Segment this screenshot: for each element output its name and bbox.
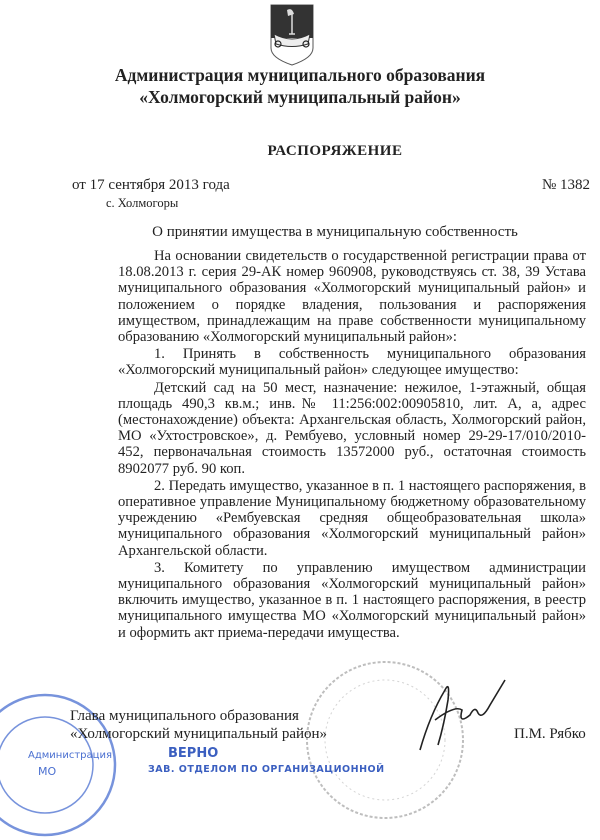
- svg-text:МО: МО: [38, 765, 57, 778]
- handwritten-signature: [400, 665, 510, 755]
- document-body: [118, 248, 586, 642]
- document-number: № 1382: [542, 177, 591, 193]
- coat-of-arms-icon: [270, 4, 314, 66]
- document-place: с. Холмогоры: [106, 196, 179, 210]
- org-name-line2: «Холмогорский муниципальный район»: [139, 87, 461, 107]
- verno-stamp: ВЕРНО: [168, 746, 219, 761]
- signer-position-line1: Глава муниципального образования: [70, 708, 299, 724]
- department-stamp: ЗАВ. ОТДЕЛОМ ПО ОРГАНИЗАЦИОННОЙ: [148, 764, 385, 775]
- paragraph: Детский сад на 50 мест, назначение: нежилое, 1-этажный, общая площадь 490,3 кв.м.; инв.№ 11:256:002:00905810, лит. А, а, адрес (местонахождение) объекта: Архангельская область, Холмогорский район, МО «Ухтостровское», д. Рембуево, условный номер 29-29-17/010/2010-452, первоначальная стоимость 13572000 руб., остаточная стоимость 8902077 руб. 90 коп.: [118, 379, 586, 477]
- document-subject: О принятии имущества в муниципальную собственность: [152, 224, 518, 240]
- signer-name: П.М. Рябко: [514, 726, 586, 742]
- paragraph: 2. Передать имущество, указанное в п. 1 настоящего распоряжения, в оперативное управление Муниципальному бюджетному образовательному учреждению «Рембуевская средняя общеобразовательная школа» муниципального образования «Холмогорский муниципальный район» Архангельской области.: [118, 477, 586, 559]
- svg-text:Администрация: Администрация: [28, 750, 112, 761]
- document-date: от 17 сентября 2013 года: [72, 177, 230, 193]
- paragraph: На основании свидетельств о государственной регистрации права от 18.08.2013 г. серия 29-АК номер 960908, руководствуясь ст. 38, 39 Устава муниципального образования «Холмогорский муниципальный район» и положением о порядке владения, пользования и распоряжения имуществом, принадлежащим на праве собственности муниципальному образованию «Холмогорский муниципальный район»:: [118, 248, 586, 346]
- org-name-line1: Администрация муниципального образования: [114, 65, 486, 85]
- signer-position-line2: «Холмогорский муниципальный район»: [70, 726, 328, 742]
- paragraph: 3. Комитету по управлению имуществом администрации муниципального образования «Холмогорский муниципальный район» включить имущество, указанное в п. 1 настоящего распоряжения, в реестр муниципального имущества МО «Холмогорский муниципальный район» и оформить акт приема-передачи имущества.: [118, 559, 586, 641]
- paragraph: 1. Принять в собственность муниципального образования «Холмогорский муниципальный район» следующее имущество:: [118, 346, 586, 379]
- document-type: РАСПОРЯЖЕНИЕ: [267, 143, 403, 159]
